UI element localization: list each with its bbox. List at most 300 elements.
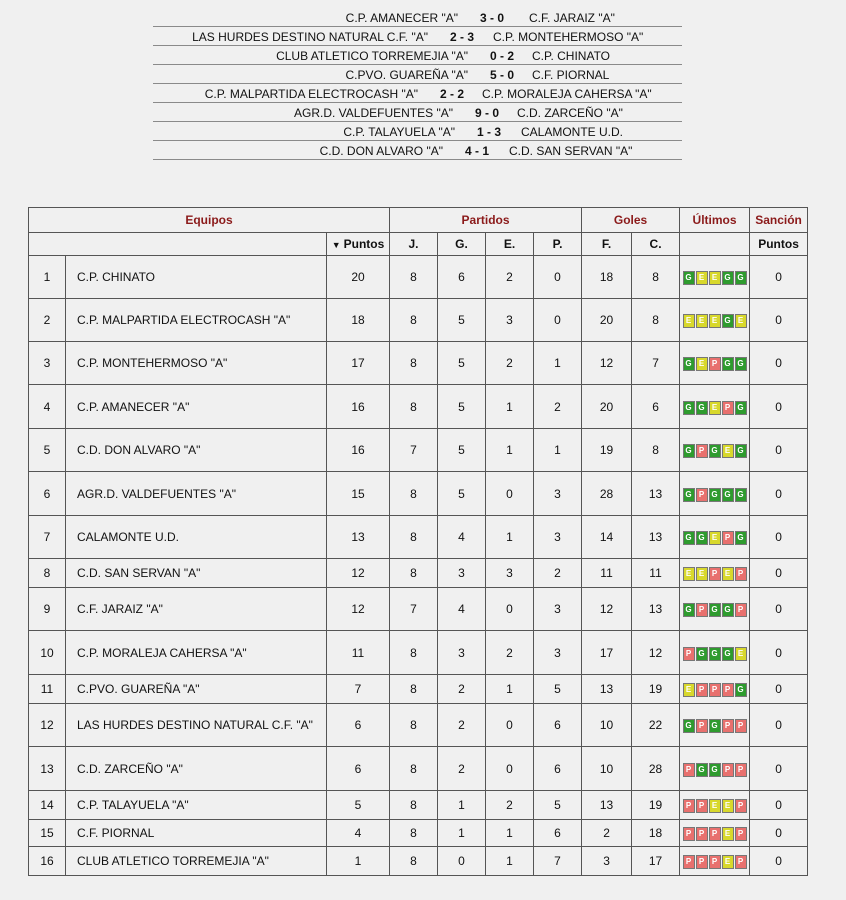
form-badge-draw: E [722, 799, 734, 813]
recent-form [683, 314, 747, 328]
standings-row [29, 472, 808, 516]
sanction-points-cell: 0 [750, 385, 808, 429]
result-away-team[interactable]: C.D. SAN SERVAN "A" [509, 144, 633, 158]
goals-against-cell: 17 [632, 847, 680, 876]
position-cell: 1 [29, 256, 66, 299]
form-badge-win: G [696, 647, 708, 661]
drawn-cell: 1 [486, 516, 534, 559]
position-cell: 10 [29, 631, 66, 675]
form-badge-loss: P [722, 401, 734, 415]
goals-for-cell: 13 [582, 675, 632, 704]
standings-row [29, 847, 808, 876]
form-badge-loss: P [683, 647, 695, 661]
recent-form [683, 488, 747, 502]
points-cell: 16 [327, 429, 390, 472]
header-j[interactable]: J. [390, 233, 438, 256]
recent-form-cell [680, 299, 750, 342]
team-name-cell[interactable]: C.PVO. GUAREÑA "A" [66, 675, 327, 704]
recent-form-cell [680, 631, 750, 675]
won-cell: 3 [438, 631, 486, 675]
result-home-team[interactable]: C.PVO. GUAREÑA "A" [345, 68, 468, 82]
position-cell: 6 [29, 472, 66, 516]
header-e[interactable]: E. [486, 233, 534, 256]
standings-body [29, 256, 808, 876]
lost-cell: 6 [534, 704, 582, 747]
form-badge-loss: P [722, 683, 734, 697]
header-blank [29, 233, 327, 256]
standings-row [29, 588, 808, 631]
points-cell: 4 [327, 820, 390, 847]
result-score: 9 - 0 [475, 106, 500, 120]
standings-row [29, 299, 808, 342]
form-badge-win: G [696, 763, 708, 777]
result-home-team[interactable]: LAS HURDES DESTINO NATURAL C.F. "A" [192, 30, 428, 44]
form-badge-win: G [683, 271, 695, 285]
drawn-cell: 0 [486, 588, 534, 631]
recent-form-cell [680, 342, 750, 385]
lost-cell: 3 [534, 631, 582, 675]
form-badge-win: G [709, 488, 721, 502]
goals-for-cell: 14 [582, 516, 632, 559]
header-sancion-puntos: Puntos [750, 233, 808, 256]
won-cell: 3 [438, 559, 486, 588]
recent-form-cell [680, 385, 750, 429]
lost-cell: 3 [534, 472, 582, 516]
result-home-team[interactable]: CLUB ATLETICO TORREMEJIA "A" [276, 49, 468, 63]
form-badge-win: G [683, 357, 695, 371]
sanction-points-cell: 0 [750, 704, 808, 747]
goals-against-cell: 12 [632, 631, 680, 675]
team-name-cell[interactable]: C.F. PIORNAL [66, 820, 327, 847]
standings-row [29, 747, 808, 791]
result-row [153, 8, 682, 27]
goals-against-cell: 18 [632, 820, 680, 847]
form-badge-loss: P [696, 683, 708, 697]
form-badge-win: G [709, 763, 721, 777]
played-cell: 8 [390, 299, 438, 342]
form-badge-win: G [709, 647, 721, 661]
result-away-team[interactable]: C.F. PIORNAL [532, 68, 610, 82]
lost-cell: 6 [534, 820, 582, 847]
standings-row [29, 429, 808, 472]
sanction-points-cell: 0 [750, 588, 808, 631]
goals-against-cell: 7 [632, 342, 680, 385]
drawn-cell: 1 [486, 820, 534, 847]
form-badge-draw: E [722, 444, 734, 458]
won-cell: 2 [438, 704, 486, 747]
result-row [153, 141, 682, 160]
team-name-cell[interactable]: CLUB ATLETICO TORREMEJIA "A" [66, 847, 327, 876]
result-home-team[interactable]: AGR.D. VALDEFUENTES "A" [294, 106, 453, 120]
goals-for-cell: 12 [582, 342, 632, 385]
form-badge-win: G [683, 401, 695, 415]
drawn-cell: 0 [486, 704, 534, 747]
result-score: 3 - 0 [480, 11, 505, 25]
header-partidos: Partidos [390, 208, 582, 233]
played-cell: 8 [390, 747, 438, 791]
goals-for-cell: 10 [582, 704, 632, 747]
result-away-team[interactable]: C.P. MORALEJA CAHERSA "A" [482, 87, 652, 101]
drawn-cell: 1 [486, 675, 534, 704]
form-badge-loss: P [735, 567, 747, 581]
form-badge-loss: P [722, 763, 734, 777]
sanction-points-cell: 0 [750, 559, 808, 588]
won-cell: 0 [438, 847, 486, 876]
won-cell: 1 [438, 820, 486, 847]
result-home-team[interactable]: C.P. TALAYUELA "A" [343, 125, 455, 139]
goals-against-cell: 19 [632, 791, 680, 820]
form-badge-loss: P [696, 827, 708, 841]
won-cell: 4 [438, 588, 486, 631]
points-cell: 1 [327, 847, 390, 876]
position-cell: 12 [29, 704, 66, 747]
standings-row [29, 559, 808, 588]
points-cell: 16 [327, 385, 390, 429]
drawn-cell: 2 [486, 631, 534, 675]
position-cell: 14 [29, 791, 66, 820]
played-cell: 8 [390, 516, 438, 559]
team-name-cell[interactable]: C.D. ZARCEÑO "A" [66, 747, 327, 791]
team-name-cell[interactable]: C.D. SAN SERVAN "A" [66, 559, 327, 588]
form-badge-draw: E [722, 855, 734, 869]
points-cell: 11 [327, 631, 390, 675]
won-cell: 6 [438, 256, 486, 299]
result-row [153, 46, 682, 65]
form-badge-win: G [696, 401, 708, 415]
sanction-points-cell: 0 [750, 472, 808, 516]
drawn-cell: 3 [486, 559, 534, 588]
points-cell: 12 [327, 588, 390, 631]
sanction-points-cell: 0 [750, 747, 808, 791]
standings-row [29, 631, 808, 675]
form-badge-win: G [735, 488, 747, 502]
header-f[interactable]: F. [582, 233, 632, 256]
played-cell: 8 [390, 342, 438, 385]
form-badge-win: G [709, 719, 721, 733]
header-equipos: Equipos [29, 208, 390, 233]
form-badge-draw: E [722, 567, 734, 581]
position-cell: 8 [29, 559, 66, 588]
result-score: 1 - 3 [477, 125, 502, 139]
sanction-points-cell: 0 [750, 675, 808, 704]
column-header-row [29, 233, 808, 256]
recent-form [683, 444, 747, 458]
lost-cell: 5 [534, 791, 582, 820]
position-cell: 15 [29, 820, 66, 847]
form-badge-draw: E [735, 647, 747, 661]
team-name-cell[interactable]: C.D. DON ALVARO "A" [66, 429, 327, 472]
team-name-cell[interactable]: AGR.D. VALDEFUENTES "A" [66, 472, 327, 516]
goals-for-cell: 3 [582, 847, 632, 876]
recent-form [683, 567, 747, 581]
recent-form [683, 401, 747, 415]
points-cell: 12 [327, 559, 390, 588]
form-badge-loss: P [709, 683, 721, 697]
recent-form [683, 531, 747, 545]
goals-for-cell: 19 [582, 429, 632, 472]
form-badge-draw: E [683, 314, 695, 328]
lost-cell: 3 [534, 516, 582, 559]
points-cell: 18 [327, 299, 390, 342]
form-badge-loss: P [722, 719, 734, 733]
goals-for-cell: 28 [582, 472, 632, 516]
won-cell: 5 [438, 299, 486, 342]
played-cell: 8 [390, 256, 438, 299]
recent-form-cell [680, 559, 750, 588]
form-badge-draw: E [709, 401, 721, 415]
points-cell: 15 [327, 472, 390, 516]
goals-against-cell: 6 [632, 385, 680, 429]
recent-form [683, 855, 747, 869]
recent-form-cell [680, 256, 750, 299]
form-badge-win: G [722, 647, 734, 661]
played-cell: 8 [390, 385, 438, 429]
goals-for-cell: 13 [582, 791, 632, 820]
team-name-cell[interactable]: C.P. AMANECER "A" [66, 385, 327, 429]
points-cell: 6 [327, 704, 390, 747]
recent-form [683, 603, 747, 617]
form-badge-draw: E [696, 271, 708, 285]
form-badge-loss: P [709, 567, 721, 581]
won-cell: 5 [438, 429, 486, 472]
sanction-points-cell: 0 [750, 516, 808, 559]
drawn-cell: 0 [486, 472, 534, 516]
standings-row [29, 342, 808, 385]
team-name-cell[interactable]: C.P. TALAYUELA "A" [66, 791, 327, 820]
group-header-row [29, 208, 808, 233]
lost-cell: 2 [534, 385, 582, 429]
standings-row [29, 820, 808, 847]
header-goles: Goles [582, 208, 680, 233]
form-badge-win: G [696, 531, 708, 545]
result-home-team[interactable]: C.P. MALPARTIDA ELECTROCASH "A" [204, 87, 418, 101]
drawn-cell: 1 [486, 385, 534, 429]
goals-against-cell: 19 [632, 675, 680, 704]
result-score: 0 - 2 [490, 49, 515, 63]
played-cell: 8 [390, 847, 438, 876]
position-cell: 5 [29, 429, 66, 472]
form-badge-win: G [735, 531, 747, 545]
sanction-points-cell: 0 [750, 820, 808, 847]
goals-against-cell: 8 [632, 299, 680, 342]
played-cell: 8 [390, 631, 438, 675]
recent-form-cell [680, 791, 750, 820]
lost-cell: 2 [534, 559, 582, 588]
lost-cell: 0 [534, 256, 582, 299]
goals-against-cell: 13 [632, 516, 680, 559]
points-cell: 5 [327, 791, 390, 820]
played-cell: 8 [390, 820, 438, 847]
goals-for-cell: 20 [582, 385, 632, 429]
sanction-points-cell: 0 [750, 429, 808, 472]
recent-form-cell [680, 675, 750, 704]
form-badge-win: G [735, 683, 747, 697]
position-cell: 11 [29, 675, 66, 704]
form-badge-loss: P [696, 603, 708, 617]
header-c[interactable]: C. [632, 233, 680, 256]
form-badge-loss: P [735, 799, 747, 813]
form-badge-loss: P [735, 827, 747, 841]
recent-form-cell [680, 429, 750, 472]
standings-table [28, 207, 808, 876]
result-away-team[interactable]: C.F. JARAIZ "A" [529, 11, 615, 25]
played-cell: 8 [390, 675, 438, 704]
form-badge-draw: E [696, 357, 708, 371]
goals-for-cell: 2 [582, 820, 632, 847]
won-cell: 5 [438, 385, 486, 429]
form-badge-loss: P [696, 855, 708, 869]
form-badge-loss: P [709, 827, 721, 841]
form-badge-draw: E [683, 567, 695, 581]
sanction-points-cell: 0 [750, 256, 808, 299]
drawn-cell: 2 [486, 256, 534, 299]
form-badge-win: G [735, 271, 747, 285]
position-cell: 4 [29, 385, 66, 429]
form-badge-loss: P [709, 855, 721, 869]
form-badge-draw: E [683, 683, 695, 697]
header-sancion: Sanción [750, 208, 808, 233]
form-badge-win: G [709, 603, 721, 617]
points-cell: 7 [327, 675, 390, 704]
team-name-cell[interactable]: C.P. MORALEJA CAHERSA "A" [66, 631, 327, 675]
result-row [153, 122, 682, 141]
result-row [153, 84, 682, 103]
sort-puntos-button[interactable] [327, 233, 390, 256]
lost-cell: 0 [534, 299, 582, 342]
position-cell: 16 [29, 847, 66, 876]
form-badge-draw: E [696, 314, 708, 328]
form-badge-win: G [683, 488, 695, 502]
won-cell: 5 [438, 342, 486, 385]
result-row [153, 65, 682, 84]
team-name-cell[interactable]: C.P. MONTEHERMOSO "A" [66, 342, 327, 385]
recent-form [683, 271, 747, 285]
recent-form [683, 719, 747, 733]
form-badge-draw: E [709, 271, 721, 285]
sanction-points-cell: 0 [750, 631, 808, 675]
result-score: 5 - 0 [490, 68, 515, 82]
goals-for-cell: 10 [582, 747, 632, 791]
form-badge-loss: P [709, 357, 721, 371]
form-badge-draw: E [709, 531, 721, 545]
team-name-cell[interactable]: C.F. JARAIZ "A" [66, 588, 327, 631]
recent-form [683, 357, 747, 371]
lost-cell: 7 [534, 847, 582, 876]
result-away-team[interactable]: C.D. ZARCEÑO "A" [517, 106, 623, 120]
drawn-cell: 2 [486, 342, 534, 385]
standings-row [29, 675, 808, 704]
sanction-points-cell: 0 [750, 299, 808, 342]
goals-against-cell: 13 [632, 472, 680, 516]
header-g[interactable]: G. [438, 233, 486, 256]
recent-form-cell [680, 820, 750, 847]
result-away-team[interactable]: C.P. CHINATO [532, 49, 611, 63]
lost-cell: 1 [534, 429, 582, 472]
recent-form-cell [680, 516, 750, 559]
drawn-cell: 2 [486, 791, 534, 820]
recent-form [683, 799, 747, 813]
won-cell: 5 [438, 472, 486, 516]
goals-for-cell: 17 [582, 631, 632, 675]
recent-form-cell [680, 704, 750, 747]
form-badge-win: G [735, 401, 747, 415]
played-cell: 7 [390, 429, 438, 472]
form-badge-win: G [722, 488, 734, 502]
goals-against-cell: 22 [632, 704, 680, 747]
match-results-list [153, 8, 682, 160]
form-badge-loss: P [735, 855, 747, 869]
sanction-points-cell: 0 [750, 791, 808, 820]
won-cell: 2 [438, 675, 486, 704]
won-cell: 1 [438, 791, 486, 820]
goals-for-cell: 11 [582, 559, 632, 588]
played-cell: 8 [390, 472, 438, 516]
header-ultimos-blank [680, 233, 750, 256]
lost-cell: 3 [534, 588, 582, 631]
result-away-team[interactable]: CALAMONTE U.D. [521, 125, 624, 139]
form-badge-draw: E [722, 827, 734, 841]
goals-against-cell: 28 [632, 747, 680, 791]
points-cell: 13 [327, 516, 390, 559]
played-cell: 7 [390, 588, 438, 631]
position-cell: 7 [29, 516, 66, 559]
form-badge-loss: P [735, 603, 747, 617]
form-badge-loss: P [696, 444, 708, 458]
result-home-team[interactable]: C.D. DON ALVARO "A" [319, 144, 443, 158]
drawn-cell: 0 [486, 747, 534, 791]
goals-for-cell: 12 [582, 588, 632, 631]
form-badge-loss: P [696, 488, 708, 502]
form-badge-loss: P [735, 763, 747, 777]
form-badge-loss: P [696, 799, 708, 813]
result-away-team[interactable]: C.P. MONTEHERMOSO "A" [493, 30, 644, 44]
form-badge-win: G [722, 271, 734, 285]
form-badge-win: G [722, 603, 734, 617]
team-name-cell[interactable]: C.P. MALPARTIDA ELECTROCASH "A" [66, 299, 327, 342]
recent-form-cell [680, 472, 750, 516]
played-cell: 8 [390, 559, 438, 588]
recent-form [683, 827, 747, 841]
team-name-cell[interactable]: C.P. CHINATO [66, 256, 327, 299]
form-badge-win: G [735, 357, 747, 371]
sanction-points-cell: 0 [750, 342, 808, 385]
position-cell: 9 [29, 588, 66, 631]
result-home-team[interactable]: C.P. AMANECER "A" [345, 11, 458, 25]
points-cell: 6 [327, 747, 390, 791]
header-puntos: Puntos [343, 237, 385, 251]
form-badge-win: G [683, 531, 695, 545]
standings-row [29, 704, 808, 747]
played-cell: 8 [390, 704, 438, 747]
recent-form [683, 647, 747, 661]
recent-form-cell [680, 747, 750, 791]
form-badge-win: G [735, 444, 747, 458]
form-badge-loss: P [722, 531, 734, 545]
sort-down-icon: ▼ [331, 240, 341, 250]
team-name-cell[interactable]: LAS HURDES DESTINO NATURAL C.F. "A" [66, 704, 327, 747]
form-badge-win: G [683, 444, 695, 458]
recent-form-cell [680, 588, 750, 631]
team-name-cell[interactable]: CALAMONTE U.D. [66, 516, 327, 559]
form-badge-draw: E [735, 314, 747, 328]
recent-form [683, 683, 747, 697]
form-badge-draw: E [709, 799, 721, 813]
recent-form-cell [680, 847, 750, 876]
result-score: 2 - 3 [450, 30, 475, 44]
won-cell: 4 [438, 516, 486, 559]
form-badge-draw: E [709, 314, 721, 328]
header-p[interactable]: P. [534, 233, 582, 256]
